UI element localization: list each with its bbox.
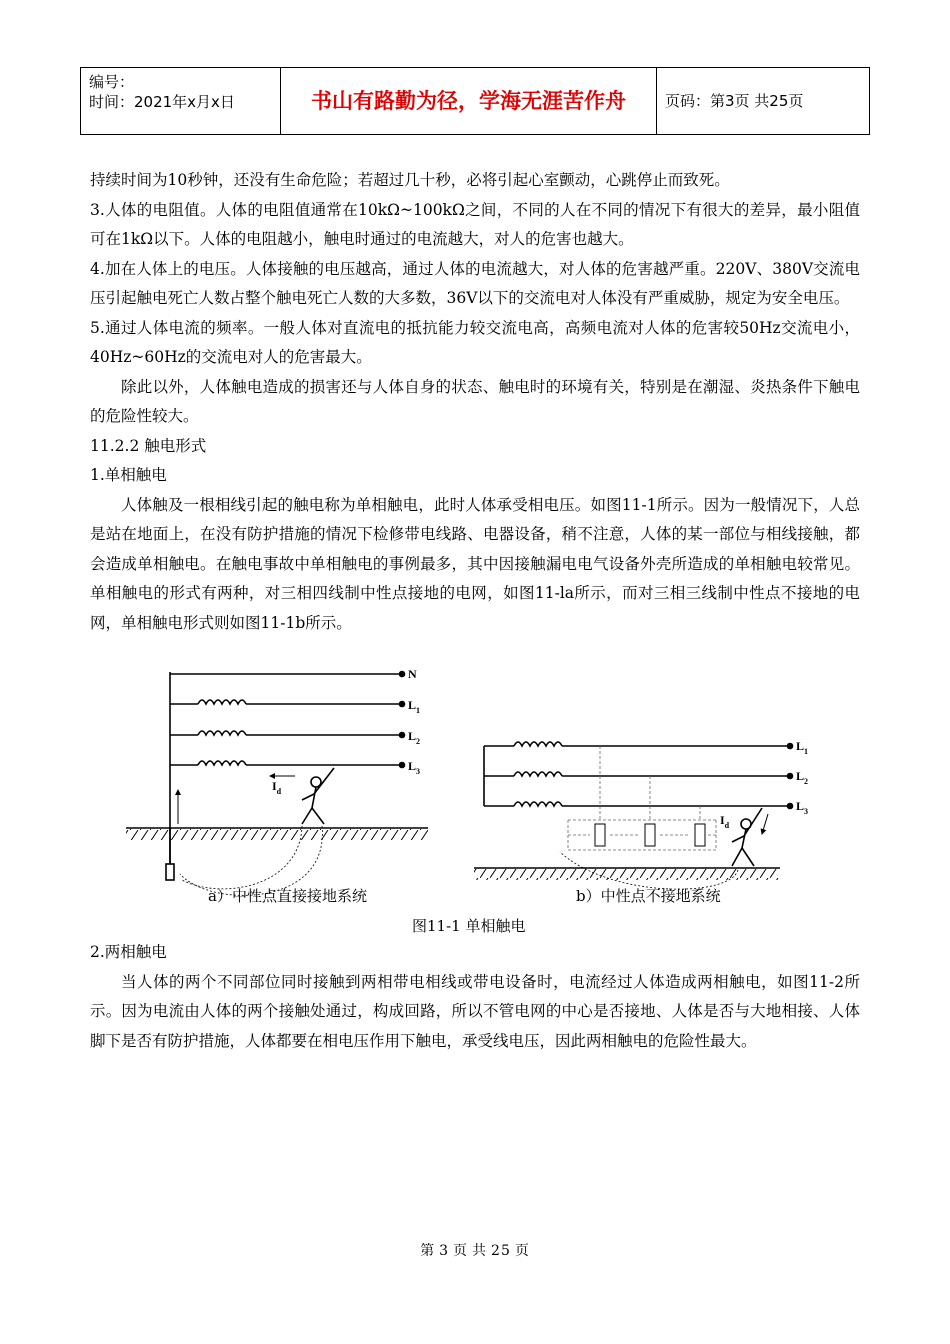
diagram-b-labels bbox=[720, 739, 808, 830]
caption-b: b）中性点不接地系统 bbox=[576, 887, 721, 905]
label-id: $I_d$ bbox=[272, 779, 282, 796]
paragraph: 3.人体的电阻值。人体的电阻值通常在10kΩ~100kΩ之间，不同的人在不同的情况下有很大的差异，最小阻值可在1kΩ以下。人体的电阻越小，触电时通过的电流越大，对人的危害也越大。 bbox=[90, 200, 860, 248]
diagram-a bbox=[126, 672, 428, 896]
label-l1: $L_1$ bbox=[408, 698, 421, 715]
paragraph: 除此以外，人体触电造成的损害还与人体自身的状态、触电时的环境有关，特别是在潮湿、炎热条件下触电的危险性较大。 bbox=[90, 377, 860, 425]
figure-title: 图11-1 单相触电 bbox=[412, 917, 526, 935]
label-b-l2: $L_2$ bbox=[796, 769, 809, 786]
paragraph: 当人体的两个不同部位同时接触到两相带电相线或带电设备时，电流经过人体造成两相触电，如图11-2所示。因为电流由人体的两个接触处通过，构成回路，所以不管电网的中心是否接地、人体是否与大地相接、人体脚下是否有防护措施，人体都要在相电压作用下触电，承受线电压，因此两相触电的危险性最大。 bbox=[90, 972, 860, 1050]
header-left-cell bbox=[81, 68, 281, 134]
date-label: 时间：2021年x月x日 bbox=[89, 93, 235, 111]
label-b-l3: $L_3$ bbox=[796, 799, 809, 816]
label-l3: $L_3$ bbox=[408, 759, 421, 776]
footer-page-number: 3 bbox=[439, 1243, 450, 1259]
main-content bbox=[90, 166, 860, 1056]
paragraph: 持续时间为10秒钟，还没有生命危险；若超过几十秒，必将引起心室颤动，心跳停止而致死。 bbox=[90, 171, 730, 189]
paragraph: 5.通过人体电流的频率。一般人体对直流电的抵抗能力较交流电高，高频电流对人体的危害较50Hz交流电小，40Hz~60Hz的交流电对人的危害最大。 bbox=[90, 318, 860, 366]
label-b-id: $I_d$ bbox=[720, 813, 730, 830]
diagram-b bbox=[474, 742, 793, 889]
label-l2: $L_2$ bbox=[408, 729, 421, 746]
section-heading: 11.2.2 触电形式 bbox=[90, 436, 207, 455]
serial-label: 编号： bbox=[89, 73, 135, 91]
footer-total-pages: 25 bbox=[491, 1243, 511, 1259]
label-n: N bbox=[408, 667, 417, 681]
single-phase-shock-diagram bbox=[90, 638, 860, 938]
paragraph: 人体触及一根相线引起的触电称为单相触电，此时人体承受相电压。如图11-1所示。因为一般情况下，人总是站在地面上，在没有防护措施的情况下检修带电线路、电器设备，稍不注意，人体的某一部位与相线接触，都会造成单相触电。在触电事故中单相触电的事例最多，其中因接触漏电电气设备外壳所造成的单相触电较常见。单相触电的形式有两种，对三相四线制中性点接地的电网，如图11-la所示，而对三相三线制中性点不接地的电网，单相触电形式则如图11-1b所示。 bbox=[90, 495, 860, 632]
diagram-a-labels bbox=[272, 667, 420, 796]
subsection-heading: 2.两相触电 bbox=[90, 943, 167, 961]
page-info: 页码：第3页 共25页 bbox=[665, 92, 804, 110]
subsection-heading: 1.单相触电 bbox=[90, 466, 167, 484]
caption-a: a）中性点直接接地系统 bbox=[208, 887, 367, 905]
label-b-l1: $L_1$ bbox=[796, 739, 809, 756]
paragraph: 4.加在人体上的电压。人体接触的电压越高，通过人体的电流越大，对人体的危害越严重。220V、380V交流电压引起触电死亡人数占整个触电死亡人数的大多数，36V以下的交流电对人体没有严重威胁，规定为安全电压。 bbox=[90, 259, 860, 307]
motto: 书山有路勤为径，学海无涯苦作舟 bbox=[281, 68, 657, 134]
header-table bbox=[80, 67, 870, 135]
figure-11-1 bbox=[90, 638, 860, 938]
page-footer: 第 3 页 共 25 页 bbox=[420, 1243, 530, 1259]
